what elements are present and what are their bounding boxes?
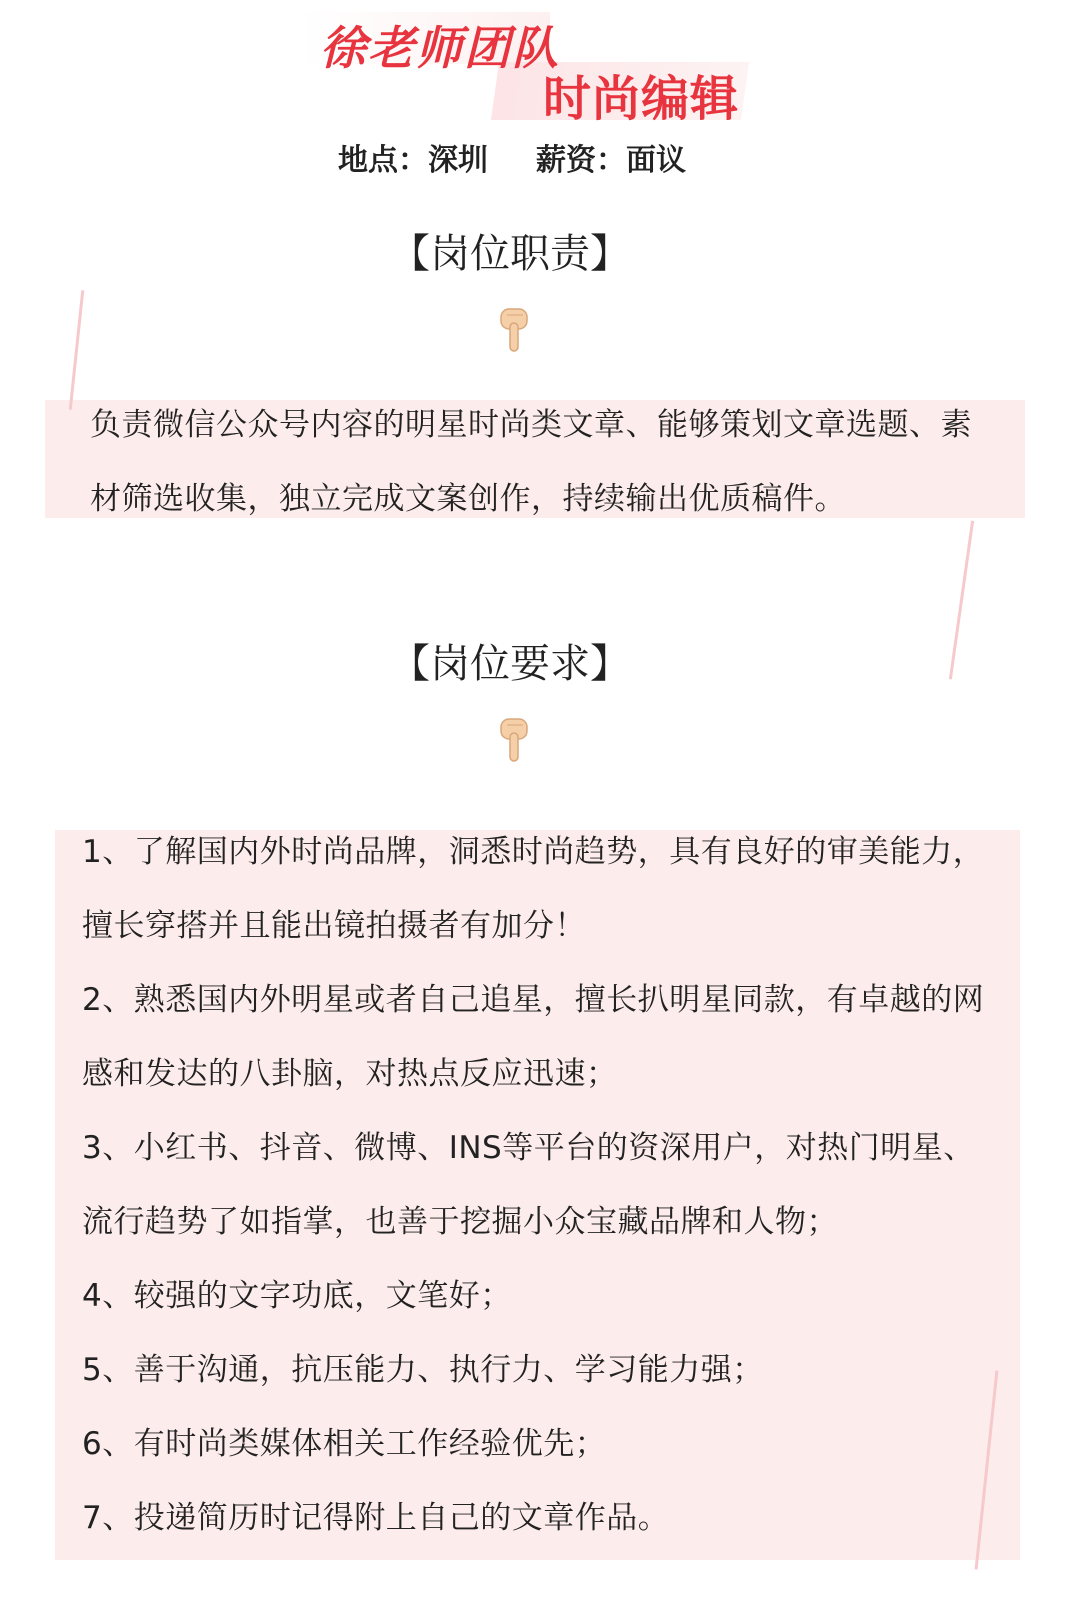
list-item: 4、较强的文字功底，文笔好； bbox=[82, 1278, 512, 1314]
list-item: 1、了解国内外时尚品牌，洞悉时尚趋势，具有良好的审美能力，擅长穿搭并且能出镜拍摄者有加分！ bbox=[82, 834, 985, 944]
location-text: 地点：深圳 bbox=[338, 143, 488, 178]
job-title: 时尚编辑 bbox=[543, 71, 740, 127]
team-title: 徐老师团队 bbox=[320, 21, 560, 75]
hand-pointing-down-icon bbox=[495, 305, 535, 355]
requirements-heading: 【岗位要求】 bbox=[390, 641, 630, 687]
hand-pointing-down-icon bbox=[495, 715, 535, 765]
job-meta bbox=[338, 135, 686, 179]
list-item: 7、投递简历时记得附上自己的文章作品。 bbox=[82, 1500, 670, 1536]
duties-text: 负责微信公众号内容的明星时尚类文章、能够策划文章选题、素材筛选收集，独立完成文案创作，持续输出优质稿件。 bbox=[90, 407, 972, 517]
list-item: 3、小红书、抖音、微博、INS等平台的资深用户，对热门明星、流行趋势了如指掌，也善于挖掘小众宝藏品牌和人物； bbox=[82, 1130, 975, 1240]
salary-text: 薪资：面议 bbox=[536, 143, 686, 178]
list-item: 5、善于沟通，抗压能力、执行力、学习能力强； bbox=[82, 1352, 764, 1388]
list-item: 2、熟悉国内外明星或者自己追星，擅长扒明星同款，有卓越的网感和发达的八卦脑，对热点反应迅速； bbox=[82, 982, 985, 1092]
requirements-list bbox=[82, 815, 1002, 1555]
decorative-stroke bbox=[69, 290, 85, 410]
list-item: 6、有时尚类媒体相关工作经验优先； bbox=[82, 1426, 607, 1462]
duties-heading: 【岗位职责】 bbox=[390, 231, 630, 277]
